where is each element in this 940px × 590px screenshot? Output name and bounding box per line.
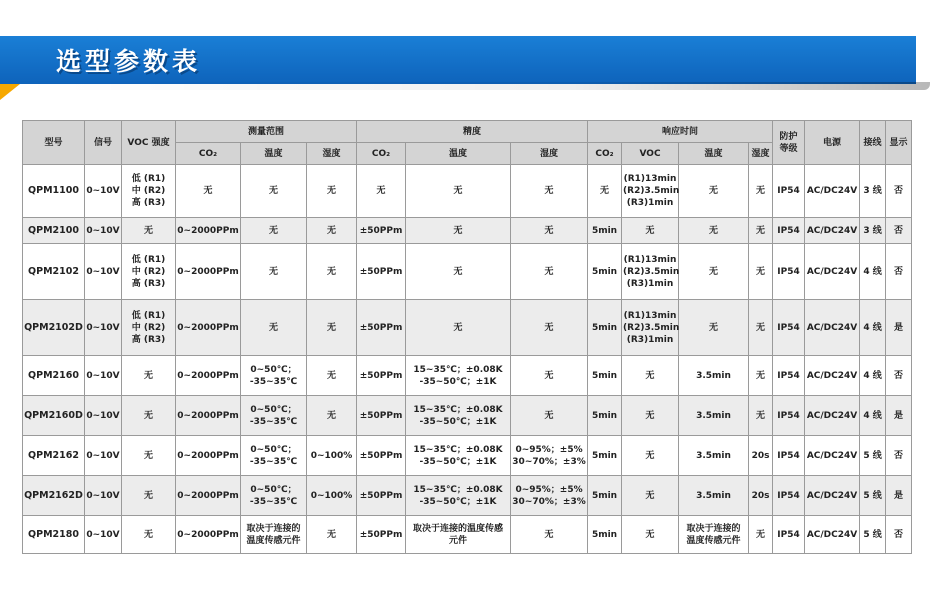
cell-display: 是 — [886, 300, 912, 356]
cell-response-voc: (R1)13min (R2)3.5min (R3)1min — [622, 244, 679, 300]
table-row — [23, 218, 912, 244]
cell-wiring: 4 线 — [860, 396, 886, 436]
cell-accuracy-temperature: 无 — [406, 300, 511, 356]
cell-range-co2: 0~2000PPm — [176, 516, 241, 554]
cell-response-humidity: 无 — [749, 218, 773, 244]
cell-response-voc: (R1)13min (R2)3.5min (R3)1min — [622, 300, 679, 356]
cell-display: 否 — [886, 436, 912, 476]
spec-table-body — [23, 165, 912, 554]
cell-protection: IP54 — [773, 516, 805, 554]
header-display: 显示 — [886, 121, 912, 165]
cell-response-temperature: 3.5min — [679, 356, 749, 396]
cell-response-co2: 5min — [588, 300, 622, 356]
cell-response-temperature: 无 — [679, 300, 749, 356]
cell-power: AC/DC24V — [805, 218, 860, 244]
banner-shadow — [20, 82, 930, 90]
cell-model: QPM2180 — [23, 516, 85, 554]
subheader-accuracy-co2: CO₂ — [357, 143, 406, 165]
spec-table — [22, 120, 912, 554]
cell-range-co2: 0~2000PPm — [176, 244, 241, 300]
cell-signal: 0~10V — [85, 516, 122, 554]
cell-accuracy-temperature: 无 — [406, 218, 511, 244]
cell-voc-strength: 无 — [122, 476, 176, 516]
cell-response-temperature: 无 — [679, 165, 749, 218]
cell-accuracy-humidity: 无 — [511, 396, 588, 436]
cell-power: AC/DC24V — [805, 516, 860, 554]
cell-response-co2: 5min — [588, 396, 622, 436]
cell-power: AC/DC24V — [805, 165, 860, 218]
header-accuracy: 精度 — [357, 121, 588, 143]
cell-range-humidity: 0~100% — [307, 476, 357, 516]
cell-display: 否 — [886, 218, 912, 244]
cell-accuracy-co2: ±50PPm — [357, 356, 406, 396]
cell-range-temperature: 无 — [241, 244, 307, 300]
cell-accuracy-co2: ±50PPm — [357, 244, 406, 300]
cell-voc-strength: 无 — [122, 396, 176, 436]
table-row — [23, 396, 912, 436]
header-model: 型号 — [23, 121, 85, 165]
cell-accuracy-co2: ±50PPm — [357, 436, 406, 476]
cell-accuracy-humidity: 无 — [511, 300, 588, 356]
cell-accuracy-humidity: 0~95%；±5% 30~70%；±3% — [511, 436, 588, 476]
cell-range-humidity: 无 — [307, 356, 357, 396]
cell-protection: IP54 — [773, 476, 805, 516]
table-row — [23, 516, 912, 554]
cell-response-humidity: 无 — [749, 165, 773, 218]
cell-accuracy-co2: ±50PPm — [357, 516, 406, 554]
cell-accuracy-co2: ±50PPm — [357, 476, 406, 516]
subheader-range-temperature: 温度 — [241, 143, 307, 165]
subheader-response-humidity: 湿度 — [749, 143, 773, 165]
cell-wiring: 4 线 — [860, 356, 886, 396]
subheader-range-humidity: 湿度 — [307, 143, 357, 165]
cell-range-co2: 0~2000PPm — [176, 396, 241, 436]
subheader-response-voc: VOC — [622, 143, 679, 165]
cell-voc-strength: 低 (R1) 中 (R2) 高 (R3) — [122, 244, 176, 300]
cell-signal: 0~10V — [85, 476, 122, 516]
cell-voc-strength: 无 — [122, 218, 176, 244]
cell-accuracy-humidity: 无 — [511, 218, 588, 244]
cell-signal: 0~10V — [85, 165, 122, 218]
table-row — [23, 436, 912, 476]
page-title: 选型参数表 — [56, 47, 202, 76]
cell-response-co2: 5min — [588, 476, 622, 516]
cell-power: AC/DC24V — [805, 356, 860, 396]
cell-response-co2: 5min — [588, 516, 622, 554]
cell-model: QPM2162 — [23, 436, 85, 476]
cell-range-humidity: 无 — [307, 300, 357, 356]
cell-range-co2: 0~2000PPm — [176, 356, 241, 396]
cell-wiring: 4 线 — [860, 300, 886, 356]
cell-signal: 0~10V — [85, 300, 122, 356]
cell-accuracy-humidity: 无 — [511, 356, 588, 396]
cell-response-humidity: 20s — [749, 476, 773, 516]
cell-accuracy-temperature: 取决于连接的温度传感 元件 — [406, 516, 511, 554]
subheader-accuracy-humidity: 湿度 — [511, 143, 588, 165]
cell-accuracy-temperature: 无 — [406, 244, 511, 300]
cell-model: QPM2160 — [23, 356, 85, 396]
cell-power: AC/DC24V — [805, 244, 860, 300]
cell-response-temperature: 无 — [679, 244, 749, 300]
cell-voc-strength: 低 (R1) 中 (R2) 高 (R3) — [122, 165, 176, 218]
cell-response-voc: 无 — [622, 356, 679, 396]
cell-accuracy-temperature: 15~35℃；±0.08K -35~50℃；±1K — [406, 356, 511, 396]
cell-protection: IP54 — [773, 218, 805, 244]
header-power: 电源 — [805, 121, 860, 165]
cell-signal: 0~10V — [85, 356, 122, 396]
subheader-range-co2: CO₂ — [176, 143, 241, 165]
cell-response-temperature: 3.5min — [679, 396, 749, 436]
cell-response-humidity: 无 — [749, 300, 773, 356]
cell-range-humidity: 无 — [307, 165, 357, 218]
cell-accuracy-co2: ±50PPm — [357, 396, 406, 436]
table-row — [23, 165, 912, 218]
cell-voc-strength: 无 — [122, 516, 176, 554]
cell-response-co2: 5min — [588, 218, 622, 244]
cell-range-co2: 0~2000PPm — [176, 218, 241, 244]
cell-protection: IP54 — [773, 436, 805, 476]
cell-range-temperature: 无 — [241, 165, 307, 218]
cell-protection: IP54 — [773, 356, 805, 396]
cell-response-humidity: 无 — [749, 356, 773, 396]
cell-power: AC/DC24V — [805, 436, 860, 476]
cell-accuracy-humidity: 无 — [511, 165, 588, 218]
cell-protection: IP54 — [773, 300, 805, 356]
cell-accuracy-humidity: 无 — [511, 516, 588, 554]
table-row — [23, 244, 912, 300]
cell-display: 是 — [886, 396, 912, 436]
cell-signal: 0~10V — [85, 218, 122, 244]
cell-response-co2: 无 — [588, 165, 622, 218]
cell-range-temperature: 0~50℃； -35~35℃ — [241, 436, 307, 476]
cell-signal: 0~10V — [85, 436, 122, 476]
cell-response-temperature: 取决于连接的 温度传感元件 — [679, 516, 749, 554]
subheader-response-temperature: 温度 — [679, 143, 749, 165]
cell-range-temperature: 0~50℃； -35~35℃ — [241, 476, 307, 516]
cell-voc-strength: 低 (R1) 中 (R2) 高 (R3) — [122, 300, 176, 356]
cell-display: 否 — [886, 244, 912, 300]
cell-voc-strength: 无 — [122, 436, 176, 476]
cell-range-temperature: 取决于连接的 温度传感元件 — [241, 516, 307, 554]
cell-range-humidity: 无 — [307, 516, 357, 554]
cell-protection: IP54 — [773, 396, 805, 436]
cell-protection: IP54 — [773, 165, 805, 218]
cell-model: QPM2100 — [23, 218, 85, 244]
cell-range-temperature: 0~50℃； -35~35℃ — [241, 356, 307, 396]
cell-response-humidity: 20s — [749, 436, 773, 476]
cell-model: QPM2102D — [23, 300, 85, 356]
cell-display: 否 — [886, 165, 912, 218]
cell-wiring: 3 线 — [860, 165, 886, 218]
cell-response-co2: 5min — [588, 356, 622, 396]
cell-model: QPM1100 — [23, 165, 85, 218]
table-row — [23, 300, 912, 356]
cell-range-co2: 0~2000PPm — [176, 300, 241, 356]
cell-wiring: 5 线 — [860, 436, 886, 476]
cell-accuracy-humidity: 0~95%；±5% 30~70%；±3% — [511, 476, 588, 516]
cell-response-co2: 5min — [588, 436, 622, 476]
cell-range-temperature: 0~50℃； -35~35℃ — [241, 396, 307, 436]
cell-display: 否 — [886, 356, 912, 396]
cell-power: AC/DC24V — [805, 476, 860, 516]
subheader-accuracy-temperature: 温度 — [406, 143, 511, 165]
cell-accuracy-humidity: 无 — [511, 244, 588, 300]
cell-wiring: 3 线 — [860, 218, 886, 244]
cell-signal: 0~10V — [85, 244, 122, 300]
cell-response-voc: 无 — [622, 436, 679, 476]
cell-response-co2: 5min — [588, 244, 622, 300]
cell-power: AC/DC24V — [805, 300, 860, 356]
cell-response-voc: (R1)13min (R2)3.5min (R3)1min — [622, 165, 679, 218]
cell-signal: 0~10V — [85, 396, 122, 436]
cell-accuracy-co2: ±50PPm — [357, 300, 406, 356]
cell-response-voc: 无 — [622, 516, 679, 554]
cell-response-temperature: 无 — [679, 218, 749, 244]
header-wiring: 接线 — [860, 121, 886, 165]
cell-wiring: 5 线 — [860, 476, 886, 516]
cell-display: 否 — [886, 516, 912, 554]
cell-voc-strength: 无 — [122, 356, 176, 396]
cell-display: 是 — [886, 476, 912, 516]
cell-accuracy-temperature: 无 — [406, 165, 511, 218]
banner-corner-accent — [0, 84, 20, 100]
subheader-response-co2: CO₂ — [588, 143, 622, 165]
cell-range-humidity: 无 — [307, 218, 357, 244]
cell-model: QPM2102 — [23, 244, 85, 300]
cell-range-humidity: 0~100% — [307, 436, 357, 476]
header-protection: 防护 等级 — [773, 121, 805, 165]
cell-range-co2: 0~2000PPm — [176, 436, 241, 476]
table-row — [23, 356, 912, 396]
cell-model: QPM2160D — [23, 396, 85, 436]
cell-accuracy-temperature: 15~35℃；±0.08K -35~50℃；±1K — [406, 476, 511, 516]
cell-response-humidity: 无 — [749, 396, 773, 436]
cell-range-temperature: 无 — [241, 300, 307, 356]
cell-wiring: 5 线 — [860, 516, 886, 554]
cell-response-temperature: 3.5min — [679, 436, 749, 476]
cell-wiring: 4 线 — [860, 244, 886, 300]
cell-response-humidity: 无 — [749, 516, 773, 554]
cell-power: AC/DC24V — [805, 396, 860, 436]
cell-accuracy-temperature: 15~35℃；±0.08K -35~50℃；±1K — [406, 396, 511, 436]
header-voc-strength: VOC 强度 — [122, 121, 176, 165]
cell-response-humidity: 无 — [749, 244, 773, 300]
cell-range-temperature: 无 — [241, 218, 307, 244]
cell-accuracy-co2: ±50PPm — [357, 218, 406, 244]
cell-response-voc: 无 — [622, 218, 679, 244]
header-measure-range: 测量范围 — [176, 121, 357, 143]
header-response-time: 响应时间 — [588, 121, 773, 143]
cell-range-co2: 无 — [176, 165, 241, 218]
cell-range-humidity: 无 — [307, 244, 357, 300]
table-row — [23, 476, 912, 516]
cell-response-voc: 无 — [622, 396, 679, 436]
cell-accuracy-co2: 无 — [357, 165, 406, 218]
cell-response-voc: 无 — [622, 476, 679, 516]
cell-accuracy-temperature: 15~35℃；±0.08K -35~50℃；±1K — [406, 436, 511, 476]
cell-range-co2: 0~2000PPm — [176, 476, 241, 516]
cell-model: QPM2162D — [23, 476, 85, 516]
cell-protection: IP54 — [773, 244, 805, 300]
header-signal: 信号 — [85, 121, 122, 165]
cell-response-temperature: 3.5min — [679, 476, 749, 516]
cell-range-humidity: 无 — [307, 396, 357, 436]
